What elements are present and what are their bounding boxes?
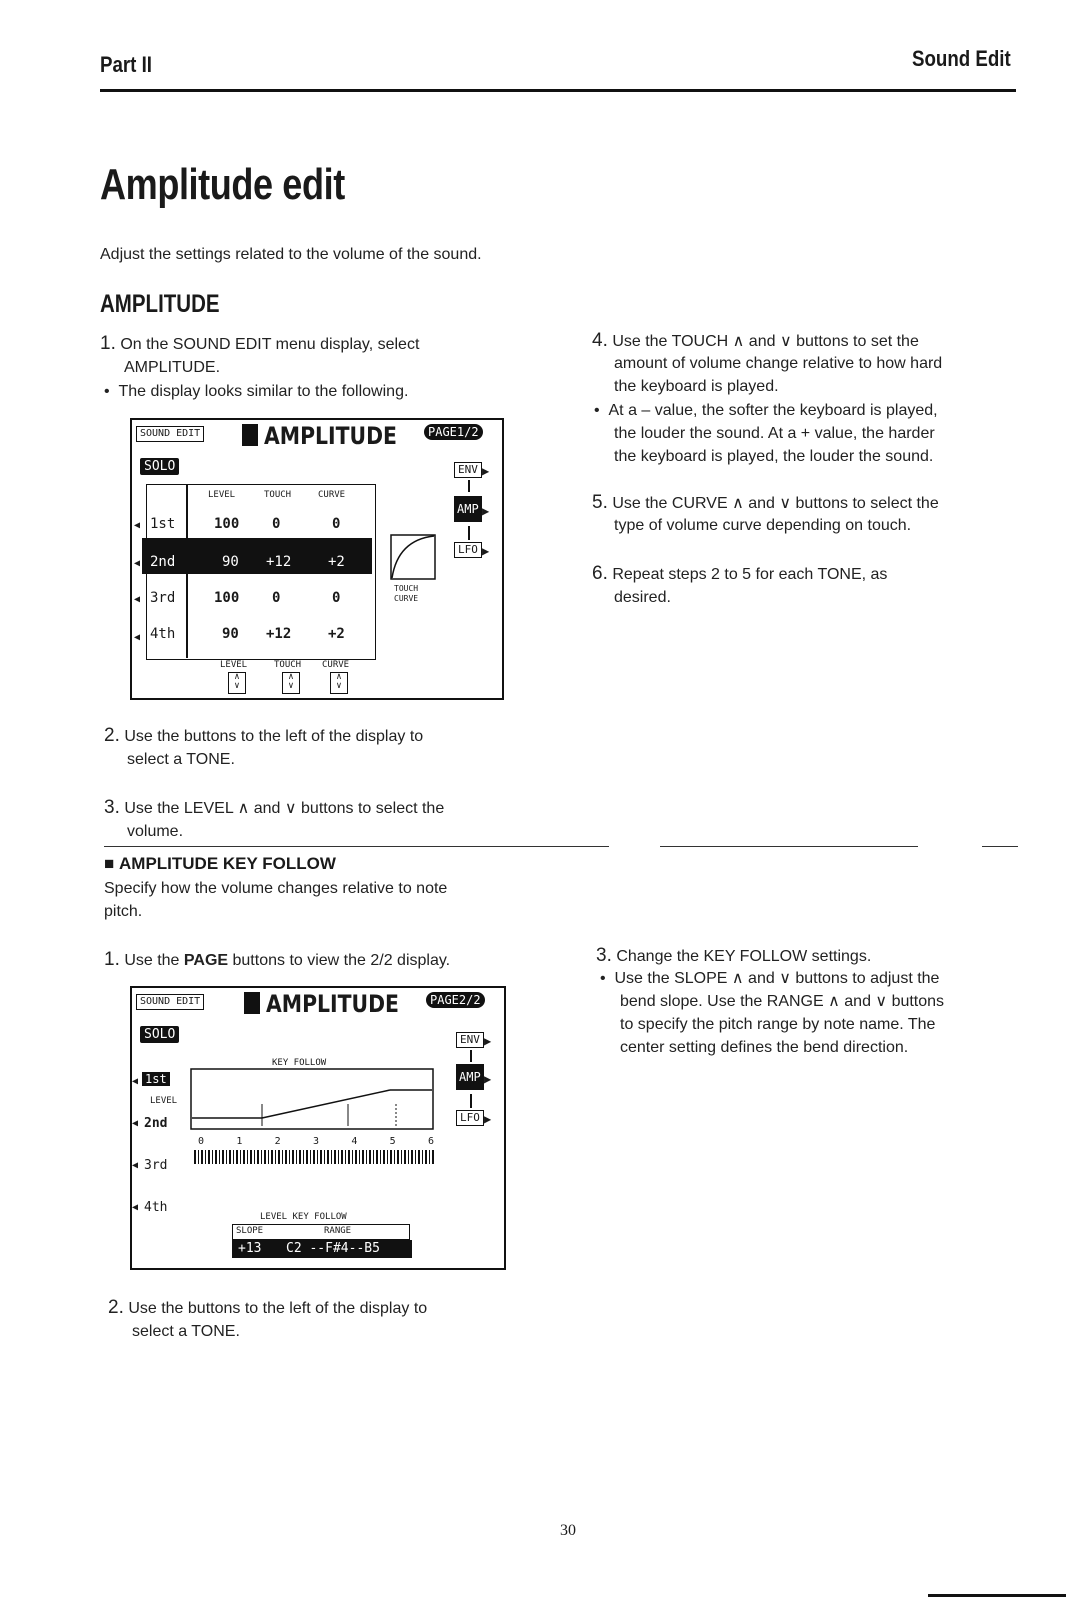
page-indicator: PAGE2/2 (426, 992, 485, 1008)
env-box[interactable]: ENV (456, 1032, 484, 1048)
kf-bullet3 (600, 967, 939, 991)
connector (470, 1094, 472, 1108)
octave-label: 1 (236, 1136, 243, 1147)
keyfollow-heading-text: AMPLITUDE KEY FOLLOW (119, 854, 336, 873)
step-text: Change the KEY FOLLOW settings. (616, 948, 872, 965)
step-text-post: buttons to view the 2/2 display. (228, 952, 451, 969)
header-part: Part II (100, 52, 152, 77)
lfo-arrow-icon: ▶ (484, 1112, 492, 1126)
env-box[interactable]: ENV (454, 462, 482, 478)
step-number: 3. (104, 797, 120, 818)
lfo-box[interactable]: LFO (456, 1110, 484, 1126)
kf-step2 (108, 1296, 427, 1321)
section-heading: AMPLITUDE (100, 290, 220, 318)
bullet4-line2: the louder the sound. At a + value, the harder (614, 425, 935, 442)
tone-select-icon[interactable]: ◀ (134, 520, 141, 531)
level-value: 90 (222, 626, 239, 642)
step1-line2: AMPLITUDE. (124, 359, 221, 376)
step-text: Use the buttons to the left of the display to (124, 728, 424, 745)
bullet-text: At a – value, the softer the keyboard is played, (608, 402, 938, 419)
range-label: RANGE (324, 1226, 352, 1236)
amp-icon (244, 992, 260, 1014)
step5-line2: type of volume curve depending on touch. (614, 517, 912, 534)
col-level: LEVEL (208, 490, 236, 500)
curve-value: 0 (332, 590, 341, 606)
amp-icon (242, 424, 258, 446)
step6-line2: desired. (614, 589, 671, 606)
display-title: AMPLITUDE (264, 422, 397, 450)
connector (468, 526, 470, 540)
page-title: Amplitude edit (100, 160, 345, 209)
curve-value: +2 (328, 626, 345, 642)
level-axis-label: LEVEL (150, 1096, 178, 1106)
sound-edit-label: SOUND EDIT (136, 994, 204, 1010)
bullet-text: The display looks similar to the following. (118, 383, 409, 400)
bullet-dot: • (594, 402, 609, 419)
touch-updown-icon[interactable]: ∧ ∨ (282, 672, 300, 694)
tone-4th[interactable]: 4th (144, 1200, 168, 1215)
solo-tab[interactable]: SOLO (140, 458, 179, 475)
tone-1st[interactable]: 1st (142, 1072, 170, 1086)
step5 (592, 491, 939, 516)
touch-value: +12 (266, 554, 292, 570)
bullet4-line3: the keyboard is played, the louder the sound. (614, 448, 934, 465)
step-text: Repeat steps 2 to 5 for each TONE, as (612, 566, 888, 583)
step3-line2: volume. (127, 823, 184, 840)
tone-select-icon[interactable]: ◀ (134, 632, 141, 643)
step-number: 5. (592, 492, 608, 513)
page-indicator: PAGE1/2 (424, 424, 483, 440)
step4-line3: the keyboard is played. (614, 378, 779, 395)
octave-label: 3 (312, 1136, 320, 1147)
range-value[interactable]: C2 --F#4--B5 (286, 1241, 380, 1256)
level-value: 100 (214, 590, 240, 606)
lfo-box[interactable]: LFO (454, 542, 482, 558)
bullet-dot: • (600, 970, 615, 987)
kf-bullet3-line2: bend slope. Use the RANGE ∧ and ∨ buttons (620, 993, 945, 1010)
square-bullet-icon: ■ (104, 854, 119, 873)
step2-line2: select a TONE. (127, 751, 235, 768)
keyfollow-desc: Specify how the volume changes relative to note (104, 880, 448, 897)
kf-step2-line2: select a TONE. (132, 1323, 240, 1340)
header-rule (100, 89, 1016, 92)
lcd-display-page2 (130, 986, 506, 1270)
keyboard-icon (194, 1150, 434, 1164)
octave-label: 5 (389, 1136, 396, 1147)
curve-value: +2 (328, 554, 345, 570)
step-number: 1. (100, 333, 116, 354)
touch-value: +12 (266, 626, 292, 642)
step3 (104, 796, 444, 821)
col-curve: CURVE (318, 490, 346, 500)
tone-2nd[interactable]: 2nd (150, 554, 176, 570)
slope-label: SLOPE (236, 1226, 264, 1236)
lfo-arrow-icon: ▶ (482, 544, 490, 558)
step2 (104, 724, 423, 749)
tone-select-icon[interactable]: ◀ (134, 594, 141, 605)
octave-label: 4 (351, 1136, 358, 1147)
connector (468, 480, 470, 492)
bullet1 (104, 380, 408, 404)
touch-value: 0 (272, 590, 281, 606)
kf-step3 (596, 944, 871, 969)
step-number: 2. (108, 1297, 124, 1318)
step-number: 2. (104, 725, 120, 746)
env-arrow-icon: ▶ (482, 464, 490, 478)
bullet4 (594, 399, 938, 423)
slope-value[interactable]: +13 (238, 1241, 262, 1256)
keyfollow-desc-2: pitch. (104, 903, 143, 920)
intro-text: Adjust the settings related to the volume of the sound. (100, 246, 482, 263)
tone-select-icon[interactable]: ◀ (132, 1118, 139, 1129)
page-number: 30 (560, 1522, 576, 1539)
solo-tab[interactable]: SOLO (140, 1026, 179, 1043)
display-title: AMPLITUDE (266, 990, 399, 1018)
kf-step1 (104, 948, 450, 973)
divider-rule (660, 846, 918, 847)
sound-edit-label: SOUND EDIT (136, 426, 204, 442)
tone-select-icon[interactable]: ◀ (132, 1076, 139, 1087)
step-text-bold: PAGE (183, 952, 229, 969)
step-number: 4. (592, 330, 608, 351)
tone-2nd[interactable]: 2nd (144, 1116, 168, 1131)
level-updown-icon[interactable]: ∧ ∨ (228, 672, 246, 694)
tone-select-icon[interactable]: ◀ (132, 1202, 139, 1213)
step-text: Use the buttons to the left of the display to (128, 1300, 428, 1317)
level-value: 90 (222, 554, 239, 570)
connector (470, 1050, 472, 1062)
lcd-display-page1 (130, 418, 504, 700)
tone-3rd[interactable]: 3rd (144, 1158, 168, 1173)
tone-select-icon[interactable]: ◀ (132, 1160, 139, 1171)
curve-updown-icon[interactable]: ∧ ∨ (330, 672, 348, 694)
bullet-dot: • (104, 383, 119, 400)
col-touch: TOUCH (264, 490, 292, 500)
octave-labels (198, 1136, 434, 1147)
amp-arrow-icon: ▶ (482, 504, 490, 518)
tone-select-icon[interactable]: ◀ (134, 558, 141, 569)
graph-title: KEY FOLLOW (272, 1058, 327, 1068)
step-number: 3. (596, 945, 612, 966)
tone-3rd[interactable]: 3rd (150, 590, 176, 606)
touch-curve-graph (390, 534, 436, 580)
btm-touch: TOUCH (274, 660, 302, 670)
amp-arrow-icon: ▶ (484, 1072, 492, 1086)
kf-bullet3-line3: to specify the pitch range by note name. The (620, 1016, 936, 1033)
tone-1st[interactable]: 1st (150, 516, 176, 532)
bottom-rule (928, 1594, 1066, 1597)
step-text-pre: Use the (124, 952, 184, 969)
divider-rule (104, 846, 609, 847)
step-number: 1. (104, 949, 120, 970)
step-text: Use the TOUCH ∧ and ∨ buttons to set the (612, 333, 919, 350)
header-section: Sound Edit (912, 46, 1011, 71)
octave-label: 2 (274, 1136, 281, 1147)
step4 (592, 329, 919, 354)
bullet-text: Use the SLOPE ∧ and ∨ buttons to adjust the (614, 970, 940, 987)
tone-4th[interactable]: 4th (150, 626, 176, 642)
step-text: Use the CURVE ∧ and ∨ buttons to select the (612, 495, 939, 512)
step6 (592, 562, 887, 587)
keyfollow-graph (190, 1068, 434, 1130)
amp-box[interactable]: AMP (456, 1064, 484, 1090)
curve-value: 0 (332, 516, 341, 532)
keyfollow-heading (104, 854, 336, 874)
step-text: Use the LEVEL ∧ and ∨ buttons to select the (124, 800, 445, 817)
step1 (100, 332, 419, 357)
kf-bullet3-line4: center setting defines the bend direction. (620, 1039, 909, 1056)
env-arrow-icon: ▶ (484, 1034, 492, 1048)
divider-rule (982, 846, 1018, 847)
step4-line2: amount of volume change relative to how hard (614, 355, 943, 372)
lkf-label: LEVEL KEY FOLLOW (260, 1212, 347, 1222)
touch-value: 0 (272, 516, 281, 532)
level-value: 100 (214, 516, 240, 532)
step-text: On the SOUND EDIT menu display, select (120, 336, 420, 353)
octave-label: 6 (427, 1136, 434, 1147)
touch-curve-label: TOUCH CURVE (394, 584, 419, 603)
btm-level: LEVEL (220, 660, 248, 670)
amp-box[interactable]: AMP (454, 496, 482, 522)
step-number: 6. (592, 563, 608, 584)
btm-curve: CURVE (322, 660, 350, 670)
octave-label: 0 (198, 1136, 205, 1147)
